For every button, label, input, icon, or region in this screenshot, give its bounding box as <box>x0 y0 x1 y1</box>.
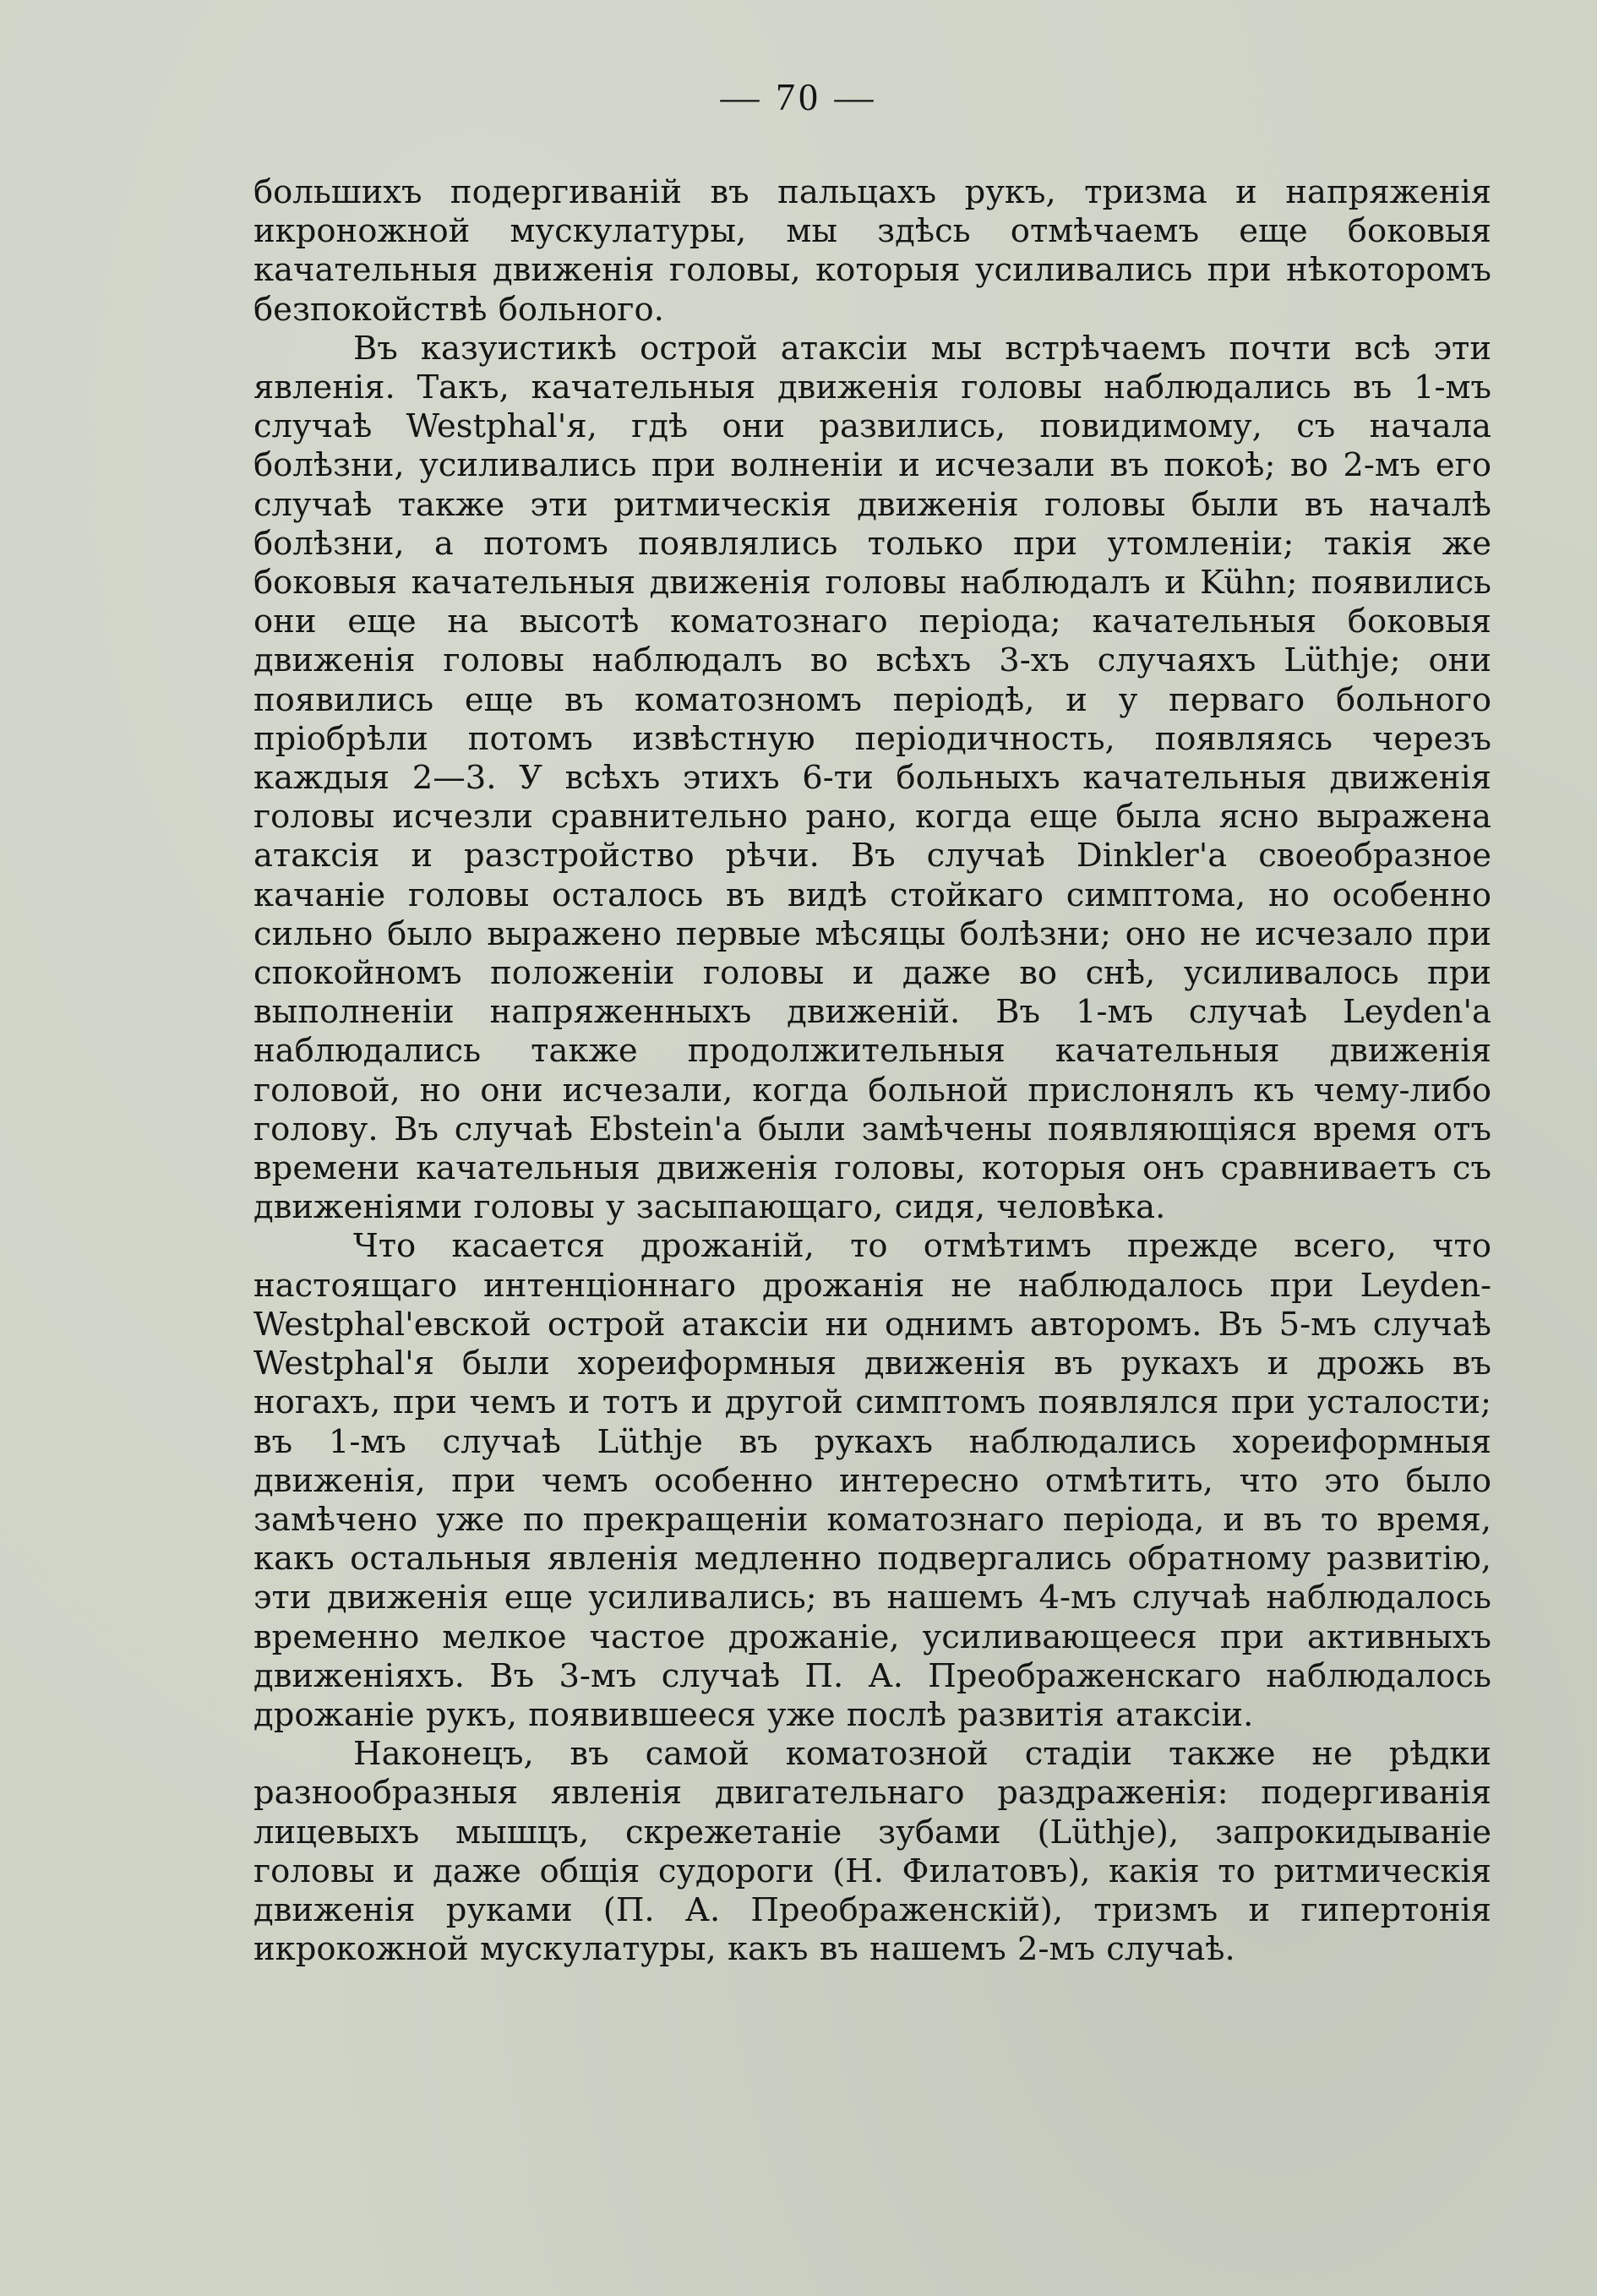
paragraph-continuation: большихъ подергиваній въ пальцахъ рукъ, тризма и напряженія икроножной мускулатуры, мы здѣсь отмѣчаемъ еще боковыя качательныя движенія головы, которыя усиливались при нѣкоторомъ безпокойствѣ больного. <box>253 173 1491 329</box>
page-number: — 70 — <box>720 75 877 118</box>
body-text <box>253 173 1491 1969</box>
paragraph-comatose-stage: Наконецъ, въ самой коматозной стадіи также не рѣдки разнообразныя явленія двигательнаго раздраженія: подергиванія лицевыхъ мышцъ, скрежетаніе зубами (Lüthje), запрокидываніе головы и даже общія судороги (Н. Филатовъ), какія то ритмическія движенія руками (П. А. Преображенскій), тризмъ и гипертонія икрокожной мускулатуры, какъ въ нашемъ 2-мъ случаѣ. <box>253 1735 1491 1969</box>
paragraph-head-movements: Въ казуистикѣ острой атаксіи мы встрѣчаемъ почти всѣ эти явленія. Такъ, качательныя движенія головы наблюдались въ 1-мъ случаѣ Westphal'я, гдѣ они развились, повидимому, съ начала болѣзни, усиливались при волненіи и исчезали въ покоѣ; во 2-мъ его случаѣ также эти ритмическія движенія головы были въ началѣ болѣзни, а потомъ появлялись только при утомленіи; такія же боковыя качательныя движенія головы наблюдалъ и Kühn; появились они еще на высотѣ коматознаго періода; качательныя боковыя движенія головы наблюдалъ во всѣхъ 3-хъ случаяхъ Lüthje; они появились еще въ коматозномъ періодѣ, и у перваго больного пріобрѣли потомъ извѣстную періодичность, появляясь черезъ каждыя 2—3. У всѣхъ этихъ 6-ти больныхъ качательныя движенія головы исчезли сравнительно рано, когда еще была ясно выражена атаксія и разстройство рѣчи. Въ случаѣ Dinkler'а своеобразное качаніе головы осталось въ видѣ стойкаго симптома, но особенно сильно было выражено первые мѣсяцы болѣзни; оно не исчезало при спокойномъ положеніи головы и даже во снѣ, усиливалось при выполненіи напряженныхъ движеній. Въ 1-мъ случаѣ Leyden'а наблюдались также продолжительныя качательныя движенія головой, но они исчезали, когда больной прислонялъ къ чему-либо голову. Въ случаѣ Ebstein'а были замѣчены появляющіяся время отъ времени качательныя движенія головы, которыя онъ сравниваетъ съ движеніями головы у засыпающаго, сидя, человѣка. <box>253 329 1491 1227</box>
paragraph-tremors: Что касается дрожаній, то отмѣтимъ прежде всего, что настоящаго интенціоннаго дрожанія не наблюдалось при Leyden-Westphal'евской острой атаксіи ни однимъ авторомъ. Въ 5-мъ случаѣ Westphal'я были хореиформныя движенія въ рукахъ и дрожь въ ногахъ, при чемъ и тотъ и другой симптомъ появлялся при усталости; въ 1-мъ случаѣ Lüthje въ рукахъ наблюдались хореиформныя движенія, при чемъ особенно интересно отмѣтить, что это было замѣчено уже по прекращеніи коматознаго періода, и въ то время, какъ остальныя явленія медленно подвергались обратному развитію, эти движенія еще усиливались; въ нашемъ 4-мъ случаѣ наблюдалось временно мелкое частое дрожаніе, усиливающееся при активныхъ движеніяхъ. Въ 3-мъ случаѣ П. А. Преображенскаго наблюдалось дрожаніе рукъ, появившееся уже послѣ развитія атаксіи. <box>253 1227 1491 1734</box>
